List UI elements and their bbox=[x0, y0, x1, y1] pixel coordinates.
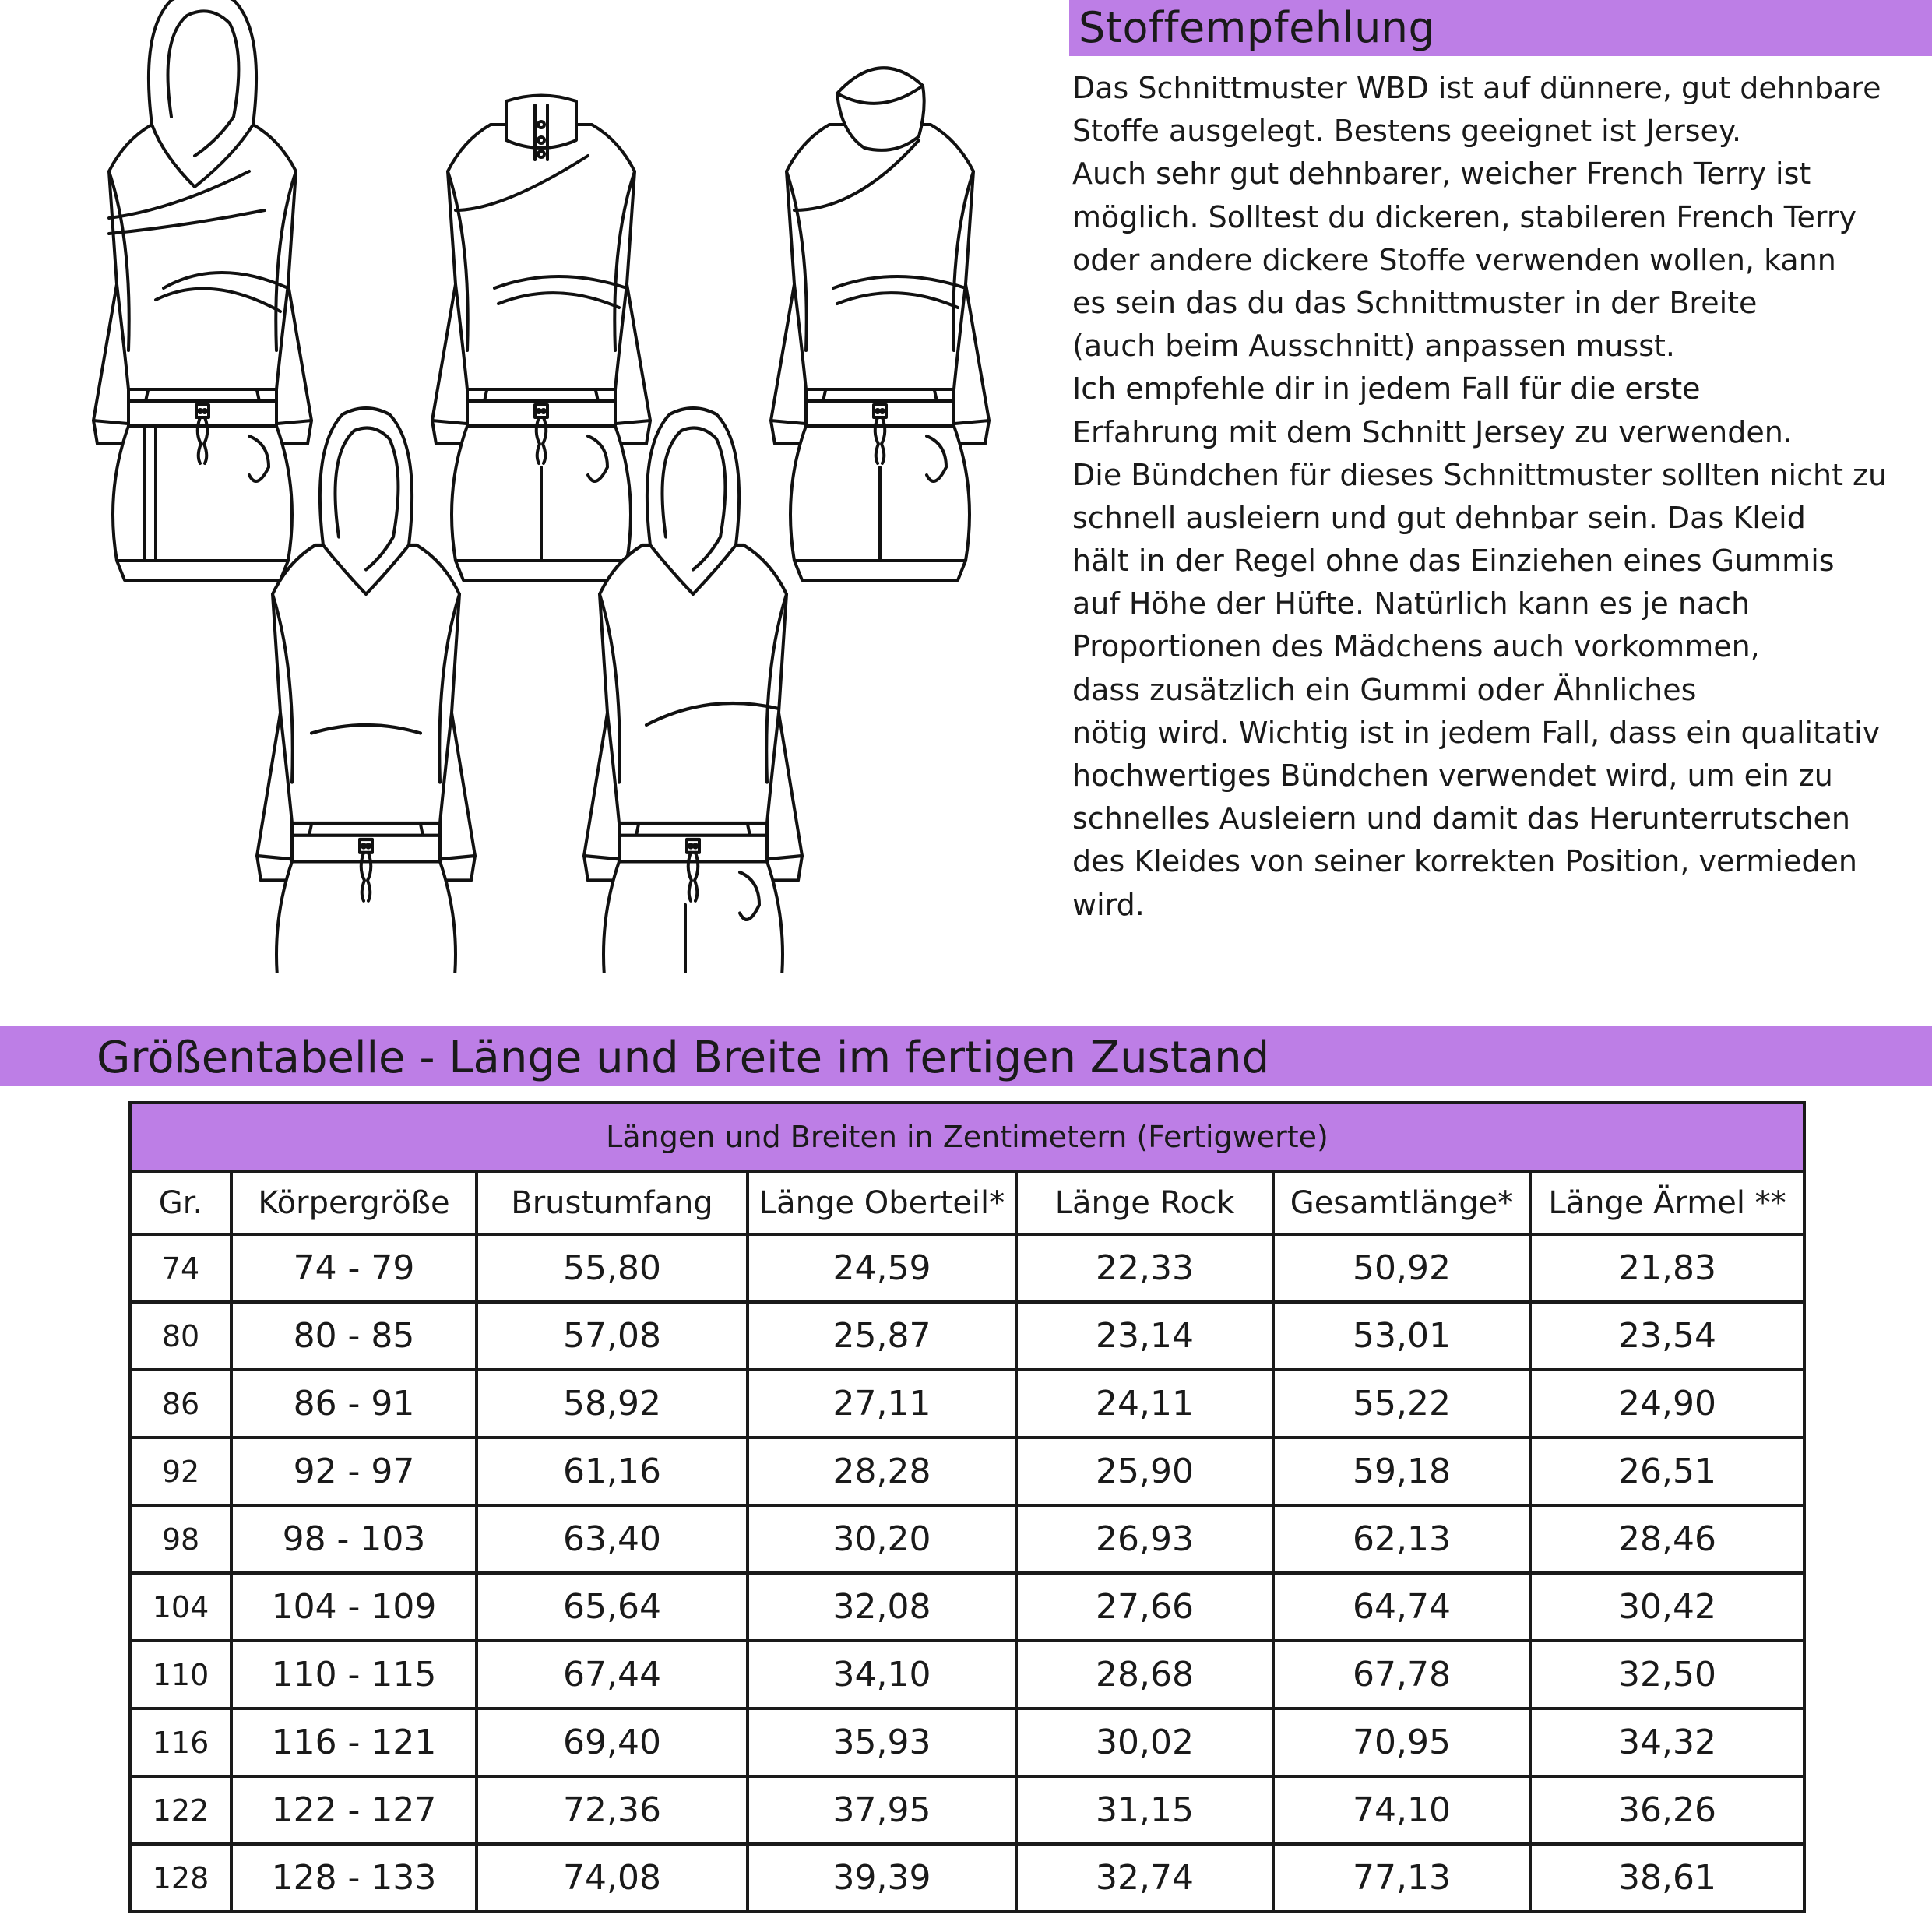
column-header: Länge Oberteil* bbox=[748, 1171, 1016, 1234]
value-cell: 32,08 bbox=[748, 1573, 1016, 1641]
fabric-line: Proportionen des Mädchens auch vorkommen, bbox=[1072, 629, 1760, 664]
value-cell: 55,80 bbox=[477, 1234, 748, 1302]
table-row bbox=[130, 1234, 1804, 1302]
value-cell: 69,40 bbox=[477, 1709, 748, 1776]
value-cell: 74,08 bbox=[477, 1844, 748, 1912]
illustration-3-funnel-collar bbox=[771, 68, 989, 580]
value-cell: 28,46 bbox=[1530, 1505, 1804, 1573]
table-row bbox=[130, 1505, 1804, 1573]
size-cell: 80 bbox=[130, 1302, 231, 1370]
value-cell: 21,83 bbox=[1530, 1234, 1804, 1302]
column-header: Körpergröße bbox=[231, 1171, 477, 1234]
table-row bbox=[130, 1641, 1804, 1709]
fabric-line: es sein das du das Schnittmuster in der Breite bbox=[1072, 285, 1758, 320]
size-cell: 122 bbox=[130, 1776, 231, 1844]
fabric-line: des Kleides von seiner korrekten Position, vermieden bbox=[1072, 844, 1857, 879]
value-cell: 28,28 bbox=[748, 1438, 1016, 1505]
table-row bbox=[130, 1573, 1804, 1641]
value-cell: 92 - 97 bbox=[231, 1438, 477, 1505]
technical-drawings bbox=[0, 0, 1051, 973]
value-cell: 67,44 bbox=[477, 1641, 748, 1709]
value-cell: 62,13 bbox=[1273, 1505, 1530, 1573]
fabric-line: schnelles Ausleiern und damit das Herunterrutschen bbox=[1072, 801, 1850, 836]
fabric-line: möglich. Solltest du dickeren, stabileren French Terry bbox=[1072, 199, 1856, 234]
value-cell: 36,26 bbox=[1530, 1776, 1804, 1844]
size-cell: 128 bbox=[130, 1844, 231, 1912]
value-cell: 32,50 bbox=[1530, 1641, 1804, 1709]
value-cell: 70,95 bbox=[1273, 1709, 1530, 1776]
value-cell: 98 - 103 bbox=[231, 1505, 477, 1573]
table-row bbox=[130, 1438, 1804, 1505]
table-row bbox=[130, 1302, 1804, 1370]
size-cell: 74 bbox=[130, 1234, 231, 1302]
fabric-line: dass zusätzlich ein Gummi oder Ähnliches bbox=[1072, 672, 1697, 707]
value-cell: 53,01 bbox=[1273, 1302, 1530, 1370]
value-cell: 23,14 bbox=[1016, 1302, 1273, 1370]
dress-illustrations bbox=[0, 0, 1051, 973]
size-cell: 98 bbox=[130, 1505, 231, 1573]
value-cell: 30,42 bbox=[1530, 1573, 1804, 1641]
value-cell: 30,20 bbox=[748, 1505, 1016, 1573]
value-cell: 110 - 115 bbox=[231, 1641, 477, 1709]
value-cell: 24,11 bbox=[1016, 1370, 1273, 1438]
value-cell: 24,90 bbox=[1530, 1370, 1804, 1438]
value-cell: 55,22 bbox=[1273, 1370, 1530, 1438]
table-row bbox=[130, 1709, 1804, 1776]
value-cell: 63,40 bbox=[477, 1505, 748, 1573]
table-row bbox=[130, 1370, 1804, 1438]
value-cell: 35,93 bbox=[748, 1709, 1016, 1776]
value-cell: 27,11 bbox=[748, 1370, 1016, 1438]
value-cell: 26,51 bbox=[1530, 1438, 1804, 1505]
value-cell: 27,66 bbox=[1016, 1573, 1273, 1641]
column-header: Länge Ärmel ** bbox=[1530, 1171, 1804, 1234]
value-cell: 50,92 bbox=[1273, 1234, 1530, 1302]
table-row bbox=[130, 1776, 1804, 1844]
fabric-heading: Stoffempfehlung bbox=[1069, 0, 1932, 56]
size-cell: 104 bbox=[130, 1573, 231, 1641]
value-cell: 30,02 bbox=[1016, 1709, 1273, 1776]
value-cell: 116 - 121 bbox=[231, 1709, 477, 1776]
column-header: Brustumfang bbox=[477, 1171, 748, 1234]
value-cell: 74,10 bbox=[1273, 1776, 1530, 1844]
fabric-line: nötig wird. Wichtig ist in jedem Fall, dass ein qualitativ bbox=[1072, 715, 1881, 750]
size-cell: 92 bbox=[130, 1438, 231, 1505]
value-cell: 25,90 bbox=[1016, 1438, 1273, 1505]
value-cell: 122 - 127 bbox=[231, 1776, 477, 1844]
value-cell: 64,74 bbox=[1273, 1573, 1530, 1641]
value-cell: 23,54 bbox=[1530, 1302, 1804, 1370]
fabric-line: Auch sehr gut dehnbarer, weicher French Terry ist bbox=[1072, 157, 1811, 192]
size-table bbox=[128, 1101, 1806, 1913]
size-cell: 86 bbox=[130, 1370, 231, 1438]
fabric-line: Erfahrung mit dem Schnitt Jersey zu verwenden. bbox=[1072, 414, 1793, 449]
fabric-line: hält in der Regel ohne das Einziehen eines Gummis bbox=[1072, 544, 1835, 579]
value-cell: 104 - 109 bbox=[231, 1573, 477, 1641]
value-cell: 80 - 85 bbox=[231, 1302, 477, 1370]
fabric-line: oder andere dickere Stoffe verwenden wollen, kann bbox=[1072, 242, 1836, 277]
value-cell: 32,74 bbox=[1016, 1844, 1273, 1912]
table-body bbox=[130, 1234, 1804, 1912]
illustration-1-hood-pocket bbox=[93, 0, 311, 580]
fabric-line: (auch beim Ausschnitt) anpassen musst. bbox=[1072, 329, 1675, 364]
column-header: Gr. bbox=[130, 1171, 231, 1234]
fabric-line: Stoffe ausgelegt. Bestens geeignet ist Jersey. bbox=[1072, 114, 1742, 149]
value-cell: 37,95 bbox=[748, 1776, 1016, 1844]
size-cell: 110 bbox=[130, 1641, 231, 1709]
table-header-row bbox=[130, 1171, 1804, 1234]
value-cell: 61,16 bbox=[477, 1438, 748, 1505]
value-cell: 34,32 bbox=[1530, 1709, 1804, 1776]
value-cell: 72,36 bbox=[477, 1776, 748, 1844]
fabric-line: Die Bündchen für dieses Schnittmuster sollten nicht zu bbox=[1072, 457, 1888, 492]
fabric-line: Ich empfehle dir in jedem Fall für die erste bbox=[1072, 371, 1701, 406]
size-table-heading: Größentabelle - Länge und Breite im fertigen Zustand bbox=[0, 1026, 1932, 1086]
value-cell: 26,93 bbox=[1016, 1505, 1273, 1573]
illustration-2-stand-collar bbox=[432, 96, 650, 581]
value-cell: 59,18 bbox=[1273, 1438, 1530, 1505]
size-cell: 116 bbox=[130, 1709, 231, 1776]
fabric-text bbox=[1072, 67, 1929, 927]
fabric-line: hochwertiges Bündchen verwendet wird, um ein zu bbox=[1072, 758, 1833, 793]
table-row bbox=[130, 1844, 1804, 1912]
column-header: Gesamtlänge* bbox=[1273, 1171, 1530, 1234]
fabric-line: auf Höhe der Hüfte. Natürlich kann es je nach bbox=[1072, 586, 1751, 621]
value-cell: 67,78 bbox=[1273, 1641, 1530, 1709]
value-cell: 28,68 bbox=[1016, 1641, 1273, 1709]
value-cell: 86 - 91 bbox=[231, 1370, 477, 1438]
column-header: Länge Rock bbox=[1016, 1171, 1273, 1234]
value-cell: 77,13 bbox=[1273, 1844, 1530, 1912]
fabric-line: schnell ausleiern und gut dehnbar sein. Das Kleid bbox=[1072, 500, 1806, 535]
value-cell: 24,59 bbox=[748, 1234, 1016, 1302]
value-cell: 128 - 133 bbox=[231, 1844, 477, 1912]
value-cell: 57,08 bbox=[477, 1302, 748, 1370]
value-cell: 38,61 bbox=[1530, 1844, 1804, 1912]
value-cell: 34,10 bbox=[748, 1641, 1016, 1709]
fabric-line: wird. bbox=[1072, 887, 1145, 922]
value-cell: 74 - 79 bbox=[231, 1234, 477, 1302]
value-cell: 22,33 bbox=[1016, 1234, 1273, 1302]
table-caption: Längen und Breiten in Zentimetern (Fertigwerte) bbox=[130, 1103, 1804, 1171]
value-cell: 58,92 bbox=[477, 1370, 748, 1438]
value-cell: 39,39 bbox=[748, 1844, 1016, 1912]
value-cell: 25,87 bbox=[748, 1302, 1016, 1370]
value-cell: 65,64 bbox=[477, 1573, 748, 1641]
value-cell: 31,15 bbox=[1016, 1776, 1273, 1844]
fabric-line: Das Schnittmuster WBD ist auf dünnere, gut dehnbare bbox=[1072, 71, 1881, 105]
